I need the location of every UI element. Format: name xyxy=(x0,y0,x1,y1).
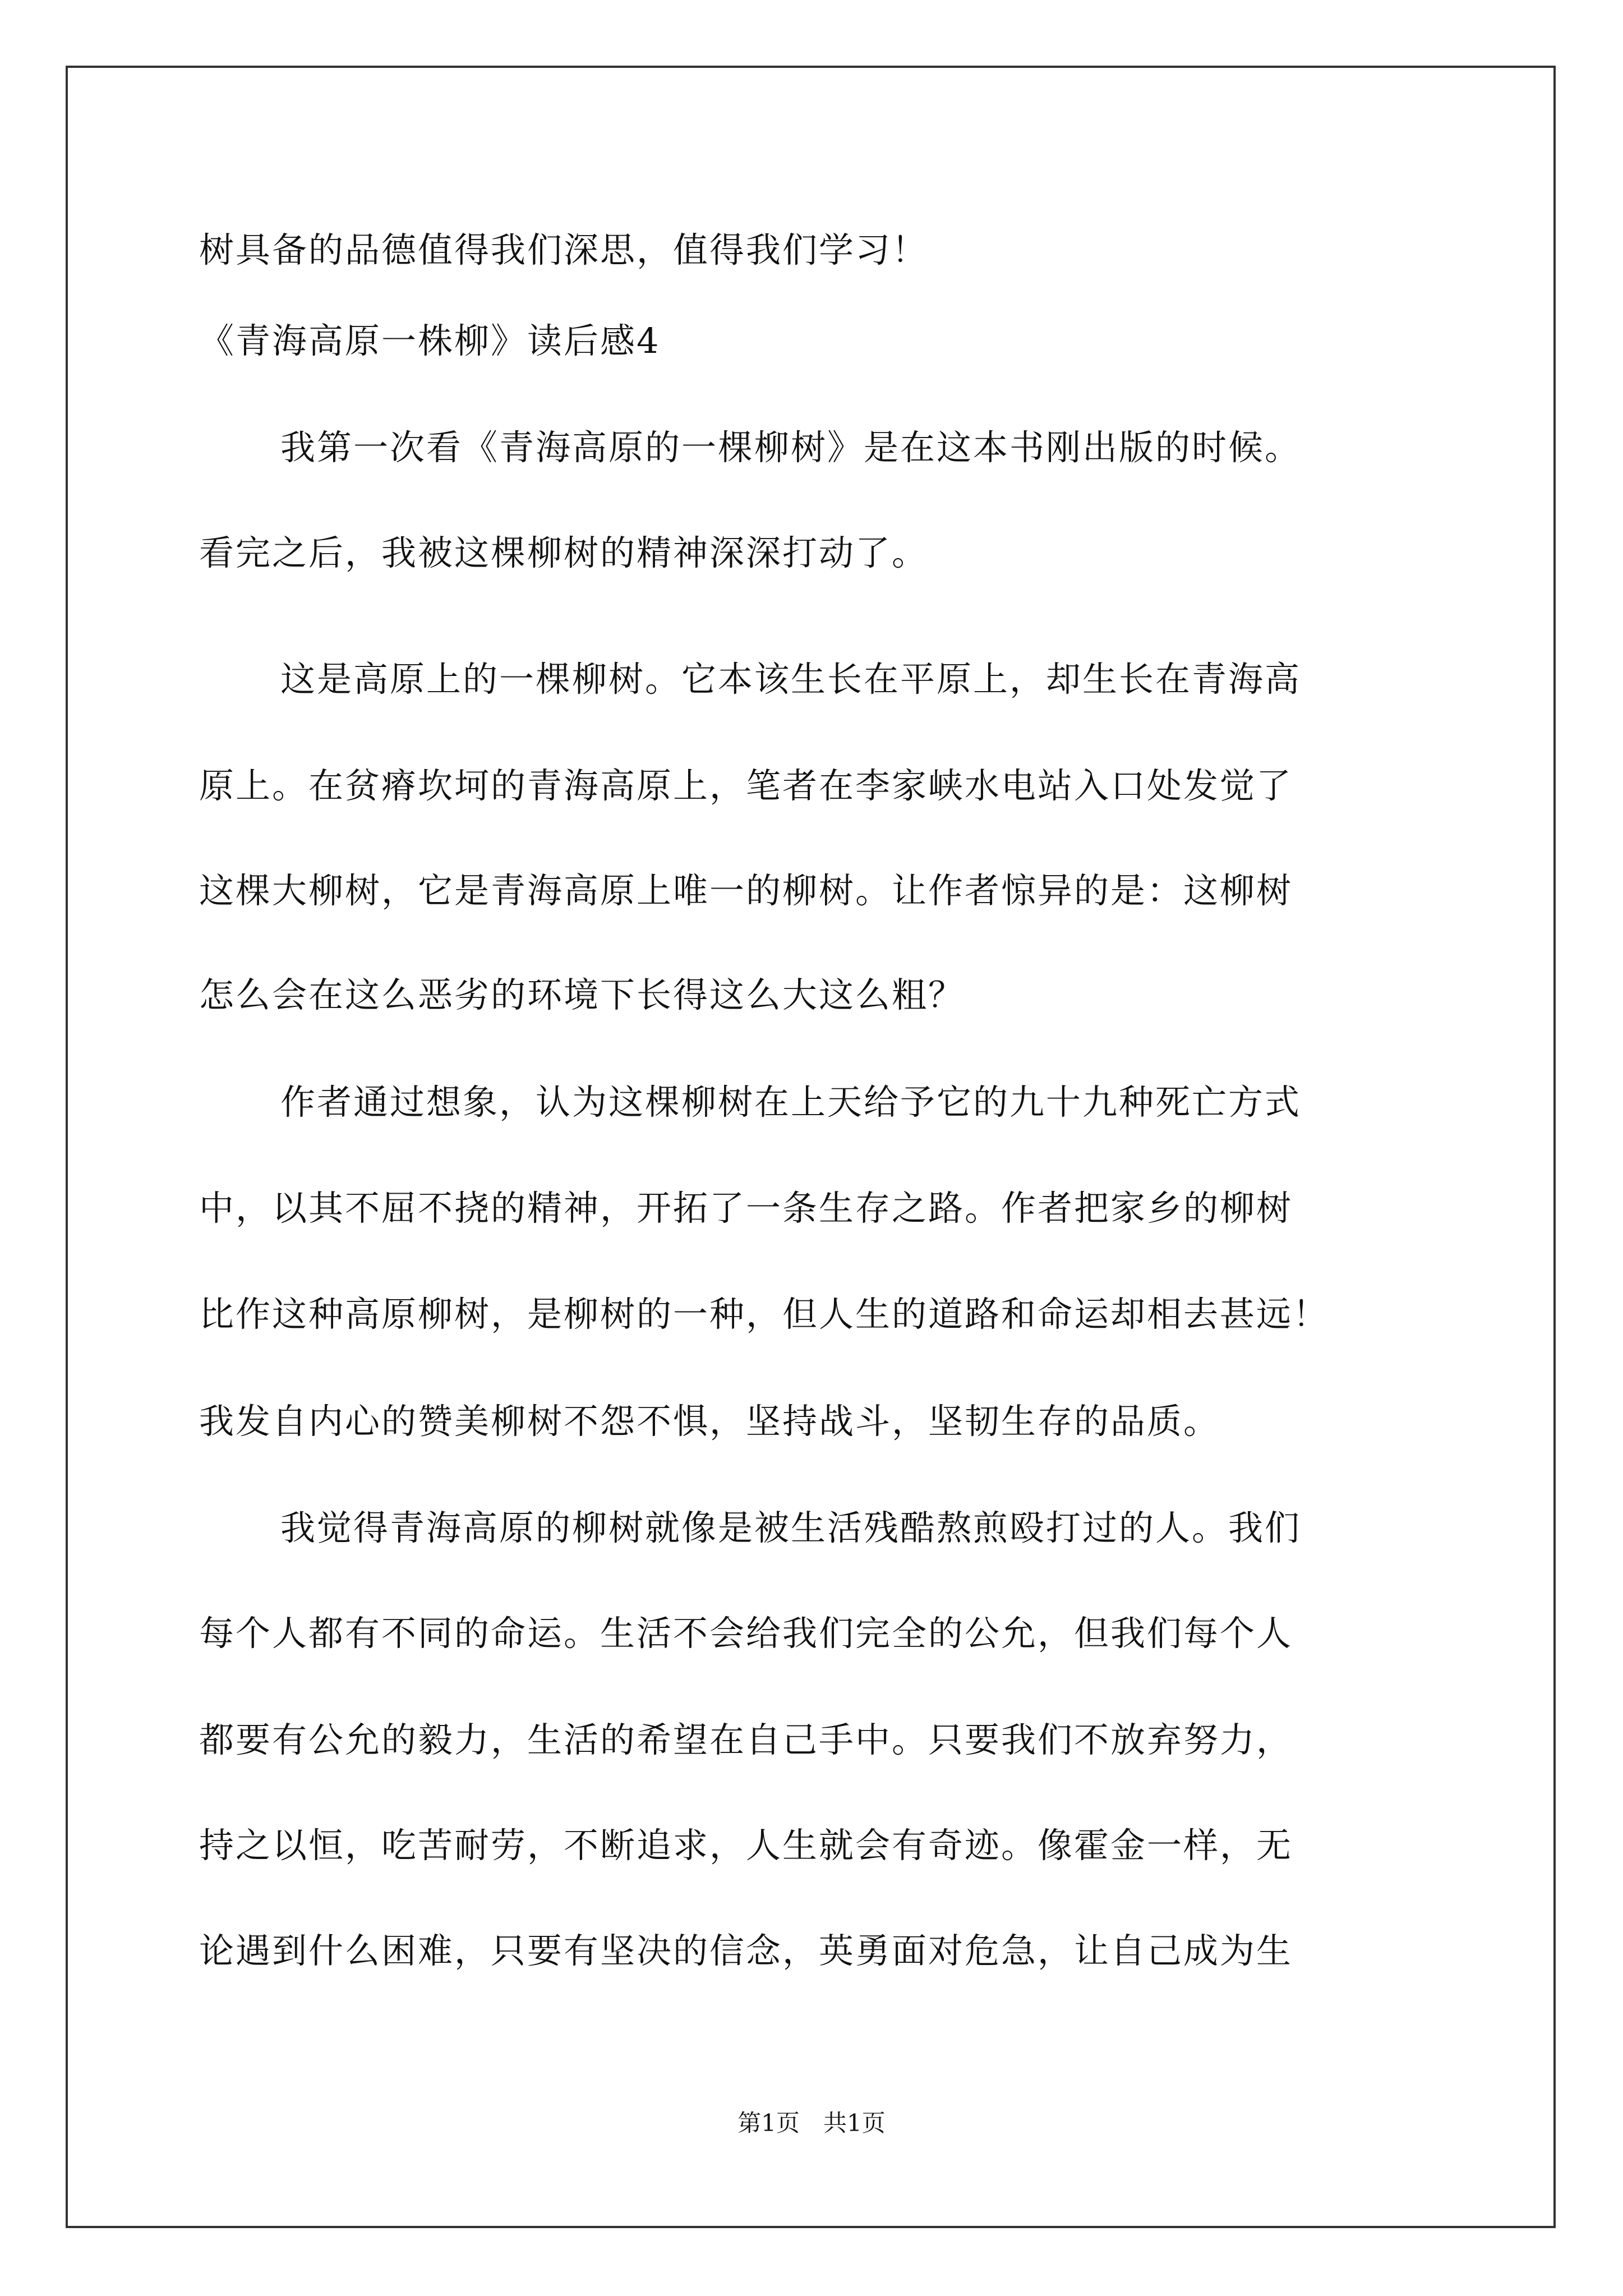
text-line: 都要有公允的毅力，生活的希望在自己手中。只要我们不放弃努力， xyxy=(199,1719,1293,1760)
text-line: 这是高原上的一棵柳树。它本该生长在平原上，却生长在青海高 xyxy=(280,659,1302,700)
page-frame xyxy=(66,66,1556,2228)
text-line: 每个人都有不同的命运。生活不会给我们完全的公允，但我们每个人 xyxy=(199,1613,1293,1654)
text-line: 看完之后，我被这棵柳树的精神深深打动了。 xyxy=(199,532,929,573)
text-line: 树具备的品德值得我们深思，值得我们学习！ xyxy=(199,229,929,270)
text-line: 原上。在贫瘠坎坷的青海高原上，笔者在李家峡水电站入口处发觉了 xyxy=(199,765,1293,806)
text-line: 比作这种高原柳树，是柳树的一种，但人生的道路和命运却相去甚远！ xyxy=(199,1294,1330,1335)
page-footer: 第1页 共1页 xyxy=(737,2109,886,2137)
text-line: 持之以恒，吃苦耐劳，不断追求，人生就会有奇迹。像霍金一样，无 xyxy=(199,1825,1293,1866)
section-heading: 《青海高原一株柳》读后感4 xyxy=(199,320,661,361)
text-line: 怎么会在这么恶劣的环境下长得这么大这么粗？ xyxy=(199,974,965,1015)
text-line: 作者通过想象，认为这棵柳树在上天给予它的九十九种死亡方式 xyxy=(280,1082,1302,1122)
text-line: 我觉得青海高原的柳树就像是被生活残酷熬煎殴打过的人。我们 xyxy=(280,1507,1302,1548)
text-line: 论遇到什么困难，只要有坚决的信念，英勇面对危急，让自己成为生 xyxy=(199,1930,1293,1971)
text-line: 我第一次看《青海高原的一棵柳树》是在这本书刚出版的时候。 xyxy=(280,427,1302,468)
text-line: 中，以其不屈不挠的精神，开拓了一条生存之路。作者把家乡的柳树 xyxy=(199,1188,1293,1228)
text-line: 这棵大柳树，它是青海高原上唯一的柳树。让作者惊异的是：这柳树 xyxy=(199,870,1293,911)
text-line: 我发自内心的赞美柳树不怨不惧，坚持战斗，坚韧生存的品质。 xyxy=(199,1401,1220,1442)
